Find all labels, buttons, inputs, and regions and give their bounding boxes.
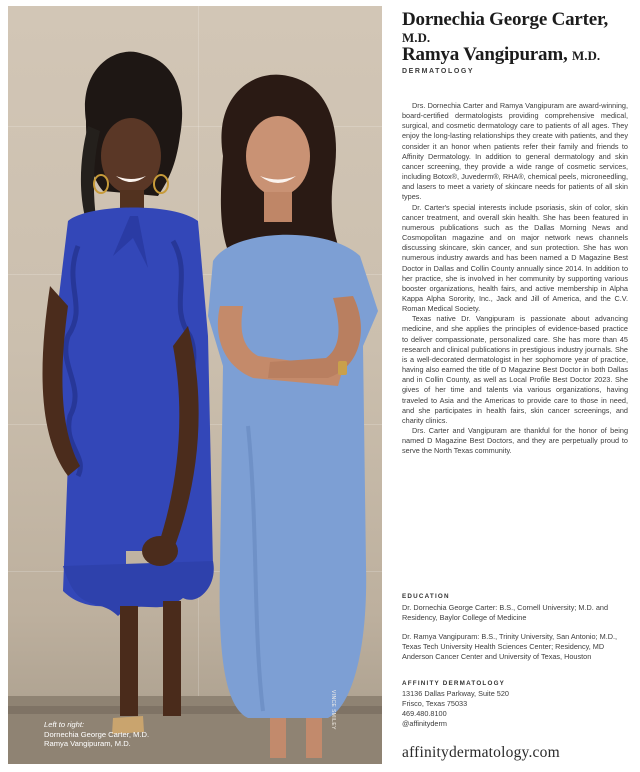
neck-right bbox=[264, 192, 292, 222]
bio-paragraph: Drs. Carter and Vangipuram are thankful for the honor of being named D Magazine Best Doctors, and they are perpetually proud to serve the North Texas community. bbox=[402, 426, 628, 456]
leg-right-a bbox=[270, 718, 286, 758]
leg-left-a bbox=[120, 606, 138, 716]
caption-name-vangipuram: Ramya Vangipuram, M.D. bbox=[44, 738, 131, 748]
caption-lead: Left to right: bbox=[44, 720, 85, 730]
address-line-2: Frisco, Texas 75033 bbox=[402, 699, 468, 708]
hem-left bbox=[63, 561, 214, 616]
doctor-names bbox=[402, 10, 628, 75]
leg-right-b bbox=[306, 718, 322, 758]
name-carter-suffix: M.D. bbox=[402, 30, 431, 45]
leg-left-b bbox=[163, 601, 181, 716]
face-left bbox=[101, 118, 161, 194]
specialty-label: DERMATOLOGY bbox=[402, 68, 475, 75]
education-section bbox=[402, 593, 628, 662]
hands-left bbox=[142, 536, 178, 566]
education-carter: Dr. Dornechia George Carter: B.S., Cornell University; M.D. and Residency, Baylor College of Medicine bbox=[402, 603, 609, 622]
bio-paragraph: Texas native Dr. Vangipuram is passionate about advancing medicine, and she applies the principles of evidence-based practice to deliver compassionate, personalized care. She has more than 45 research and clinical publications in prestigious industry journals. She is a well-decorated dermatologist in her sophomore year of practice, having also earned the title of D Magazine Best Doctor in both Dallas and in Collin County, as well as Local Profile Best Doctor 2023. She gives of her time and talents via various organizations, having traveled to Asia and the Americas to provide care to those in need, and she participates in health fairs, skin cancer screenings, and charity clinics. bbox=[402, 314, 628, 425]
bio-paragraph: Drs. Dornechia Carter and Ramya Vangipuram are award-winning, board-certified dermatologists providing comprehensive medical, surgical, and cosmetic dermatology care to patients of all ages. They enjoy the long-lasting relationships they create with patients, and they consider it an honor when patients refer their family and friends to Affinity Dermatology. In addition to general dermatology and skin cancer screening, they provide a wide range of cosmetic services, including Botox®, Juvederm®, RHA®, chemical peels, microneedling, and lasers to meet a variety of skincare needs for patients of all skin types. bbox=[402, 101, 628, 202]
education-heading: EDUCATION bbox=[402, 593, 450, 600]
address-line-1: 13136 Dallas Parkway, Suite 520 bbox=[402, 689, 509, 698]
caption-name-carter: Dornechia George Carter, M.D. bbox=[44, 729, 150, 739]
phone-number: 469.480.8100 bbox=[402, 709, 447, 718]
face-right bbox=[246, 116, 310, 196]
photo-credit: VINCE SMILEY bbox=[330, 690, 337, 730]
name-vangipuram-line bbox=[402, 45, 628, 65]
photo-caption bbox=[44, 720, 149, 748]
name-vangipuram-suffix: M.D. bbox=[571, 48, 601, 63]
social-handle: @affinityderm bbox=[402, 719, 447, 728]
practice-heading: AFFINITY DERMATOLOGY bbox=[402, 680, 506, 687]
doctors-illustration bbox=[8, 6, 382, 764]
name-vangipuram: Ramya Vangipuram, bbox=[402, 44, 568, 65]
education-vangipuram: Dr. Ramya Vangipuram: B.S., Trinity University, San Antonio; M.D., Texas Tech University Health Sciences Center; Residency, MD Anderson Cancer Center and University of Texas, Houston bbox=[402, 632, 618, 661]
bio-paragraph: Dr. Carter's special interests include psoriasis, skin of color, skin cancer treatment, and overall skin health. She has been featured in numerous publications such as the Dallas Morning News and Cosmopolitan magazine and on major network news channels discussing skincare, skin cancer, and sun protection. She has won numerous industry awards and has been named a D Magazine Best Doctor in Dallas and Collin County annually since 2014. In addition to her practice, she is involved in her community by supporting various booster organizations, health fairs, and active membership in Alpha Kappa Alpha Sorority, Inc., Jack and Jill of America, and the C.V. Roman Medical Society. bbox=[402, 202, 628, 314]
practice-contact bbox=[402, 680, 628, 729]
bio-text bbox=[402, 101, 628, 456]
name-carter: Dornechia George Carter, bbox=[402, 9, 609, 30]
watch bbox=[338, 361, 347, 375]
portrait-photo bbox=[8, 6, 382, 764]
website-url: affinitydermatology.com bbox=[402, 744, 560, 761]
